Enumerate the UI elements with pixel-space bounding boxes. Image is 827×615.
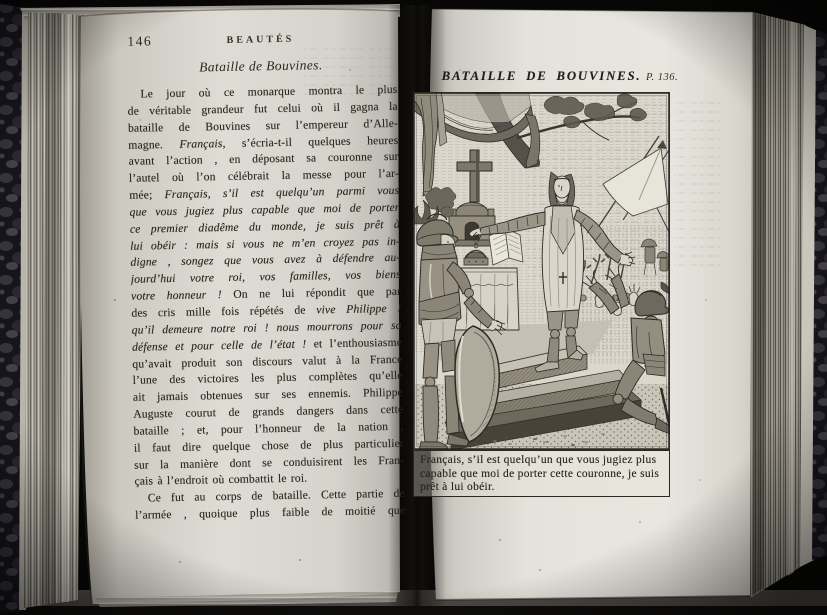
caption-line: capable que moi de porter cette couronne, je suis (420, 467, 660, 480)
body-line: ce premier diadême du monde, je suis prêt à (129, 217, 400, 236)
body-line: ait jamais obtenues sur ses ennemis. Philippe (132, 385, 404, 404)
plate-caption-box (413, 450, 670, 497)
body-line: jourd’hui votre roi, vos familles, vos biens (130, 268, 401, 287)
body-line: il faut dire quelque chose de plus particulier (133, 436, 404, 455)
body-line: l’armée , quoique plus faible de moitié que (135, 503, 406, 522)
body-line: digne , songez que vous avez à défendre au- (130, 251, 401, 270)
body-line: l’autel où l’on célébrait la messe pour l’ar- (128, 167, 400, 185)
caption-line: prêt à lui obéir. (420, 481, 495, 494)
body-line: votre honneur ! On ne lui répondit que par (131, 284, 402, 303)
body-line: bataille de Bouvines sur l’empereur d’Alle- (127, 116, 399, 135)
body-line: qu’avait produit son discours valut à la France (132, 352, 403, 371)
body-line: bataille ; et, pour l’honneur de la nation , (133, 419, 404, 438)
caption-line: Français, s’il est quelqu’un que vous jugiez plus (420, 454, 657, 466)
body-line: des cris mille fois répétés de vive Philippe ! (131, 301, 402, 320)
body-line: lui obéir : mais si vous ne m’en croyez pas in- (130, 234, 401, 253)
body-line: défense et pour celle de l’état ! et l’enthousiasme (131, 335, 403, 354)
body-line: çais à l’endroit où combattit le roi. (134, 471, 308, 489)
body-line: Auguste courut de grands dangers dans cette (133, 402, 404, 421)
body-line: magne. Français, s’écria-t-il quelques heures (128, 133, 399, 152)
body-text (127, 82, 405, 525)
body-line: de véritable grandeur fut celui où il gagna la (127, 99, 398, 118)
body-line: avant l’action , en déposant sa couronne sur (128, 150, 399, 169)
left-page-text (113, 25, 412, 550)
plate-header: BATAILLE DE BOUVINES. (441, 69, 642, 83)
body-line: qu’il demeure notre roi ! nous mourrons pour sa (131, 318, 402, 337)
engraving-plate (413, 92, 670, 450)
section-title: Bataille de Bouvines. (199, 57, 323, 75)
body-line: que vous jugiez plus capable que moi de porter (129, 200, 400, 219)
plate-page-reference: P. 136. (646, 72, 679, 83)
body-line: sur la manière dont se conduisirent les Fran- (134, 453, 405, 472)
body-line: l’une des victoires les plus complètes qu’elle (132, 369, 403, 388)
running-header: BEAUTÉS (226, 33, 295, 46)
body-line: Le jour où ce monarque montra le plus (140, 82, 398, 101)
body-line: mée; Français, s’il est quelqu’un parmi vous (129, 183, 400, 202)
page-number: 146 (127, 33, 153, 49)
body-line: Ce fut au corps de bataille. Cette partie de (147, 487, 405, 505)
